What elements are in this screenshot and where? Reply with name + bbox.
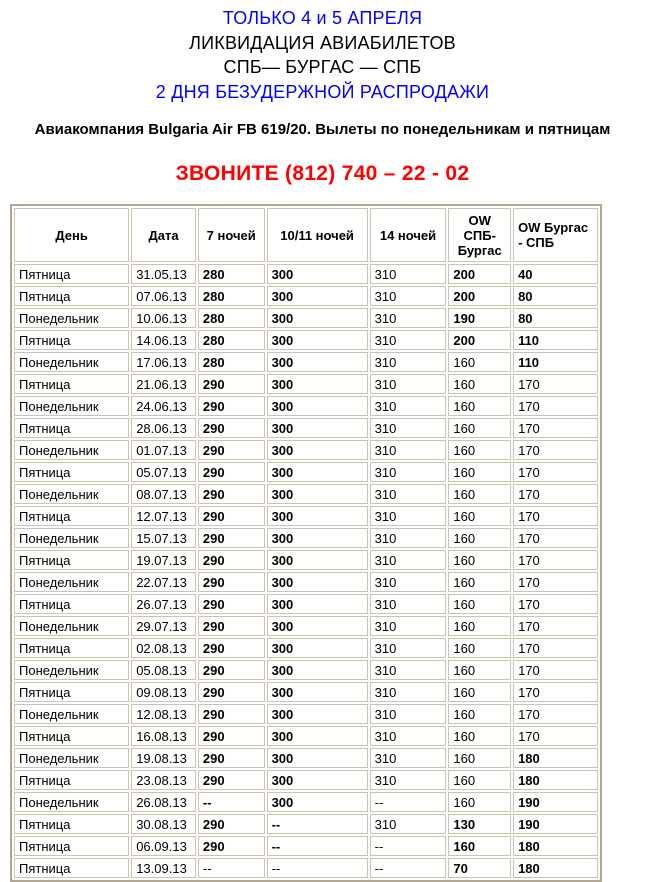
price-cell: 170 [513, 704, 598, 724]
price-cell: 300 [267, 616, 368, 636]
price-cell: 280 [198, 264, 265, 284]
day-cell: Понедельник [14, 484, 129, 504]
price-cell: -- [370, 836, 447, 856]
price-cell: 310 [370, 308, 447, 328]
day-cell: Пятница [14, 638, 129, 658]
price-cell: 300 [267, 704, 368, 724]
price-cell: 160 [448, 704, 511, 724]
price-cell: 290 [198, 638, 265, 658]
day-cell: Понедельник [14, 308, 129, 328]
price-cell: 160 [448, 352, 511, 372]
table-row [14, 264, 598, 284]
price-cell: 300 [267, 638, 368, 658]
day-cell: Пятница [14, 814, 129, 834]
price-cell: 310 [370, 506, 447, 526]
day-cell: Понедельник [14, 792, 129, 812]
price-cell: 70 [448, 858, 511, 878]
date-cell: 23.08.13 [131, 770, 196, 790]
price-cell: 310 [370, 330, 447, 350]
price-cell: 300 [267, 770, 368, 790]
col-header-ow-spb-burgas: OW СПБ-Бургас [448, 208, 511, 262]
title-block [0, 0, 645, 104]
table-row [14, 352, 598, 372]
table-header-row [14, 208, 598, 262]
price-cell: 300 [267, 572, 368, 592]
price-cell: 170 [513, 726, 598, 746]
price-cell: -- [370, 792, 447, 812]
date-cell: 26.07.13 [131, 594, 196, 614]
price-cell: 110 [513, 352, 598, 372]
price-cell: 160 [448, 616, 511, 636]
price-cell: 80 [513, 286, 598, 306]
phone-line: ЗВОНИТЕ (812) 740 – 22 - 02 [175, 162, 470, 185]
price-cell: 280 [198, 330, 265, 350]
col-header-1011-nights: 10/11 ночей [267, 208, 368, 262]
date-cell: 06.09.13 [131, 836, 196, 856]
price-cell: 300 [267, 726, 368, 746]
price-cell: 300 [267, 286, 368, 306]
price-cell: 170 [513, 638, 598, 658]
price-cell: 310 [370, 396, 447, 416]
date-cell: 19.08.13 [131, 748, 196, 768]
price-cell: 280 [198, 352, 265, 372]
price-cell: 300 [267, 308, 368, 328]
price-cell: 180 [513, 770, 598, 790]
day-cell: Пятница [14, 286, 129, 306]
day-cell: Понедельник [14, 660, 129, 680]
price-cell: 310 [370, 286, 447, 306]
price-cell: 310 [370, 682, 447, 702]
price-cell: 160 [448, 748, 511, 768]
price-cell: 110 [513, 330, 598, 350]
date-cell: 24.06.13 [131, 396, 196, 416]
price-cell: 160 [448, 550, 511, 570]
price-cell: 290 [198, 462, 265, 482]
price-cell: -- [267, 836, 368, 856]
price-cell: 170 [513, 550, 598, 570]
table-row [14, 748, 598, 768]
price-cell: -- [267, 814, 368, 834]
price-cell: 160 [448, 572, 511, 592]
table-row [14, 638, 598, 658]
price-cell: 310 [370, 484, 447, 504]
day-cell: Понедельник [14, 396, 129, 416]
price-cell: 300 [267, 440, 368, 460]
table-row [14, 726, 598, 746]
date-cell: 13.09.13 [131, 858, 196, 878]
price-cell: 160 [448, 462, 511, 482]
date-cell: 01.07.13 [131, 440, 196, 460]
day-cell: Пятница [14, 770, 129, 790]
price-cell: 290 [198, 396, 265, 416]
price-cell: 170 [513, 594, 598, 614]
price-cell: 310 [370, 550, 447, 570]
price-cell: 290 [198, 704, 265, 724]
price-cell: 180 [513, 858, 598, 878]
date-cell: 14.06.13 [131, 330, 196, 350]
price-cell: -- [370, 858, 447, 878]
day-cell: Понедельник [14, 616, 129, 636]
table-row [14, 528, 598, 548]
table-row [14, 814, 598, 834]
price-cell: 170 [513, 506, 598, 526]
price-cell: 190 [513, 792, 598, 812]
price-cell: 160 [448, 440, 511, 460]
price-cell: 300 [267, 506, 368, 526]
price-cell: 310 [370, 352, 447, 372]
price-cell: 300 [267, 682, 368, 702]
price-cell: 300 [267, 374, 368, 394]
day-cell: Понедельник [14, 528, 129, 548]
date-cell: 12.07.13 [131, 506, 196, 526]
date-cell: 15.07.13 [131, 528, 196, 548]
col-header-day: День [14, 208, 129, 262]
table-row [14, 462, 598, 482]
table-row [14, 484, 598, 504]
table-row [14, 594, 598, 614]
price-cell: 200 [448, 330, 511, 350]
price-cell: 180 [513, 748, 598, 768]
price-cell: 160 [448, 528, 511, 548]
date-cell: 26.08.13 [131, 792, 196, 812]
day-cell: Понедельник [14, 440, 129, 460]
price-cell: 310 [370, 638, 447, 658]
date-cell: 22.07.13 [131, 572, 196, 592]
price-cell: 300 [267, 660, 368, 680]
price-cell: 310 [370, 814, 447, 834]
price-cell: 300 [267, 748, 368, 768]
table-row [14, 308, 598, 328]
price-cell: 310 [370, 528, 447, 548]
col-header-7-nights: 7 ночей [198, 208, 265, 262]
table-row [14, 374, 598, 394]
price-cell: 160 [448, 660, 511, 680]
table-row [14, 418, 598, 438]
day-cell: Пятница [14, 506, 129, 526]
price-cell: 290 [198, 528, 265, 548]
price-cell: 160 [448, 418, 511, 438]
price-cell: 300 [267, 264, 368, 284]
price-cell: 310 [370, 704, 447, 724]
price-cell: 300 [267, 528, 368, 548]
price-cell: 310 [370, 374, 447, 394]
table-row [14, 330, 598, 350]
table-row [14, 616, 598, 636]
price-cell: 310 [370, 660, 447, 680]
title-line-4: 2 ДНЯ БЕЗУДЕРЖНОЙ РАСПРОДАЖИ [155, 81, 490, 102]
price-cell: 290 [198, 616, 265, 636]
table-row [14, 550, 598, 570]
date-cell: 19.07.13 [131, 550, 196, 570]
price-cell: 290 [198, 484, 265, 504]
date-cell: 16.08.13 [131, 726, 196, 746]
price-cell: 290 [198, 770, 265, 790]
col-header-14-nights: 14 ночей [370, 208, 447, 262]
day-cell: Пятница [14, 726, 129, 746]
day-cell: Пятница [14, 682, 129, 702]
price-cell: 170 [513, 528, 598, 548]
price-cell: 160 [448, 374, 511, 394]
price-cell: 160 [448, 726, 511, 746]
date-cell: 08.07.13 [131, 484, 196, 504]
price-cell: 160 [448, 506, 511, 526]
price-cell: 170 [513, 440, 598, 460]
price-cell: 310 [370, 770, 447, 790]
day-cell: Пятница [14, 418, 129, 438]
table-row [14, 836, 598, 856]
price-cell: 290 [198, 418, 265, 438]
day-cell: Пятница [14, 594, 129, 614]
date-cell: 31.05.13 [131, 264, 196, 284]
col-header-date: Дата [131, 208, 196, 262]
price-cell: 300 [267, 484, 368, 504]
title-line-1: ТОЛЬКО 4 и 5 АПРЕЛЯ [222, 8, 423, 28]
price-table [10, 204, 602, 882]
col-header-ow-burgas-spb: OW Бургас - СПБ [513, 208, 598, 262]
price-cell: 310 [370, 440, 447, 460]
table-row [14, 396, 598, 416]
price-cell: -- [198, 792, 265, 812]
day-cell: Пятница [14, 836, 129, 856]
airline-subtitle: Авиакомпания Bulgaria Air FB 619/20. Вылеты по понедельникам и пятницам [34, 121, 611, 138]
price-cell: 300 [267, 396, 368, 416]
price-cell: 310 [370, 748, 447, 768]
date-cell: 29.07.13 [131, 616, 196, 636]
price-cell: 190 [448, 308, 511, 328]
price-cell: 180 [513, 836, 598, 856]
price-cell: 170 [513, 484, 598, 504]
price-cell: 80 [513, 308, 598, 328]
table-row [14, 682, 598, 702]
price-cell: 290 [198, 836, 265, 856]
date-cell: 28.06.13 [131, 418, 196, 438]
price-cell: 290 [198, 726, 265, 746]
price-cell: 160 [448, 792, 511, 812]
day-cell: Пятница [14, 858, 129, 878]
date-cell: 02.08.13 [131, 638, 196, 658]
price-cell: 290 [198, 506, 265, 526]
price-cell: 160 [448, 836, 511, 856]
price-cell: 170 [513, 418, 598, 438]
day-cell: Пятница [14, 374, 129, 394]
price-cell: 290 [198, 814, 265, 834]
date-cell: 07.06.13 [131, 286, 196, 306]
day-cell: Понедельник [14, 704, 129, 724]
price-cell: 280 [198, 308, 265, 328]
price-cell: 280 [198, 286, 265, 306]
price-cell: 170 [513, 462, 598, 482]
price-cell: 310 [370, 418, 447, 438]
table-row [14, 660, 598, 680]
date-cell: 30.08.13 [131, 814, 196, 834]
price-cell: 160 [448, 484, 511, 504]
price-cell: 170 [513, 660, 598, 680]
price-cell: 300 [267, 418, 368, 438]
price-cell: 300 [267, 550, 368, 570]
date-cell: 17.06.13 [131, 352, 196, 372]
table-row [14, 440, 598, 460]
table-row [14, 770, 598, 790]
day-cell: Понедельник [14, 572, 129, 592]
title-line-3: СПБ— БУРГАС — СПБ [223, 57, 422, 77]
price-cell: 310 [370, 616, 447, 636]
price-cell: 310 [370, 462, 447, 482]
table-row [14, 704, 598, 724]
price-cell: 300 [267, 330, 368, 350]
date-cell: 10.06.13 [131, 308, 196, 328]
title-line-2: ЛИКВИДАЦИЯ АВИАБИЛЕТОВ [189, 32, 456, 53]
price-cell: 200 [448, 264, 511, 284]
price-cell: 300 [267, 594, 368, 614]
date-cell: 09.08.13 [131, 682, 196, 702]
day-cell: Пятница [14, 330, 129, 350]
price-cell: 290 [198, 572, 265, 592]
price-cell: 290 [198, 550, 265, 570]
day-cell: Пятница [14, 550, 129, 570]
price-cell: 300 [267, 792, 368, 812]
price-cell: 310 [370, 264, 447, 284]
price-cell: 290 [198, 660, 265, 680]
price-cell: 310 [370, 572, 447, 592]
price-cell: 290 [198, 594, 265, 614]
price-cell: 40 [513, 264, 598, 284]
date-cell: 21.06.13 [131, 374, 196, 394]
price-cell: 300 [267, 462, 368, 482]
price-cell: 160 [448, 594, 511, 614]
day-cell: Понедельник [14, 748, 129, 768]
price-cell: 190 [513, 814, 598, 834]
day-cell: Пятница [14, 462, 129, 482]
price-cell: 170 [513, 616, 598, 636]
table-row [14, 506, 598, 526]
price-cell: 290 [198, 440, 265, 460]
date-cell: 12.08.13 [131, 704, 196, 724]
table-row [14, 792, 598, 812]
price-cell: 130 [448, 814, 511, 834]
price-cell: 170 [513, 374, 598, 394]
date-cell: 05.07.13 [131, 462, 196, 482]
price-cell: 160 [448, 682, 511, 702]
price-cell: 160 [448, 638, 511, 658]
price-cell: 290 [198, 374, 265, 394]
price-cell: 290 [198, 748, 265, 768]
price-cell: 290 [198, 682, 265, 702]
table-row [14, 286, 598, 306]
date-cell: 05.08.13 [131, 660, 196, 680]
price-cell: 310 [370, 726, 447, 746]
price-cell: 200 [448, 286, 511, 306]
table-row [14, 858, 598, 878]
price-cell: -- [198, 858, 265, 878]
day-cell: Пятница [14, 264, 129, 284]
day-cell: Понедельник [14, 352, 129, 372]
table-row [14, 572, 598, 592]
price-cell: 170 [513, 682, 598, 702]
price-cell: 300 [267, 352, 368, 372]
price-cell: 170 [513, 396, 598, 416]
price-cell: 160 [448, 770, 511, 790]
price-cell: -- [267, 858, 368, 878]
price-cell: 170 [513, 572, 598, 592]
price-cell: 160 [448, 396, 511, 416]
price-table-body [14, 264, 598, 878]
price-cell: 310 [370, 594, 447, 614]
